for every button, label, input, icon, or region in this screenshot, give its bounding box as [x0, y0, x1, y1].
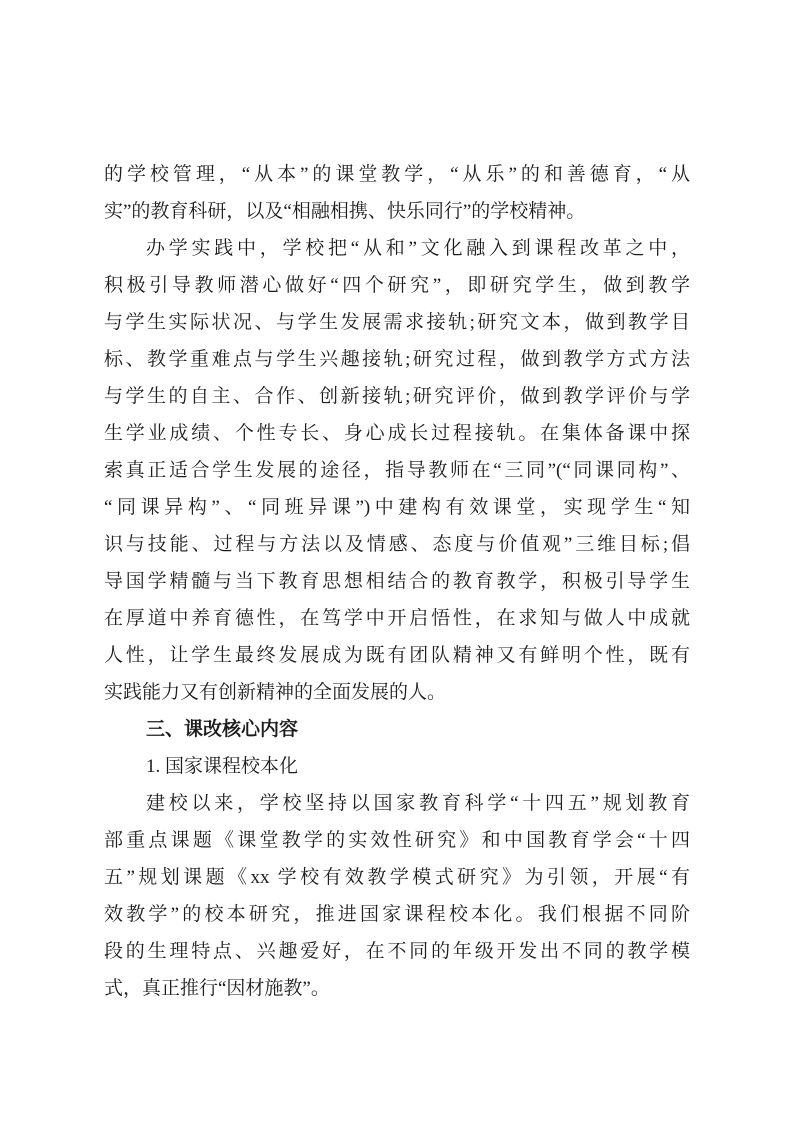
paragraph-practice [104, 230, 690, 711]
text-line: 实践能力又有创新精神的全面发展的人。 [104, 682, 447, 703]
text-line: 标、教学重难点与学生兴趣接轨;研究过程，做到教学方式方法 [104, 349, 690, 370]
numbered-subheading [104, 748, 690, 785]
text-line: 的学校管理，“从本”的课堂教学，“从乐”的和善德育，“从 [104, 164, 690, 185]
text-line: 人性，让学生最终发展成为既有团队精神又有鲜明个性，既有 [104, 645, 690, 666]
text-line: 生学业成绩、个性专长、身心成长过程接轨。在集体备课中探 [104, 423, 690, 444]
text-line: 索真正适合学生发展的途径，指导教师在“三同”(“同课同构”、 [104, 460, 690, 481]
section-heading-text: 三、课改核心内容 [146, 719, 299, 740]
section-heading [104, 711, 690, 748]
paragraph-national-curriculum [104, 785, 690, 1007]
text-line: 与学生的自主、合作、创新接轨;研究评价，做到教学评价与学 [104, 386, 690, 407]
text-line: 实”的教育科研，以及“相融相携、快乐同行”的学校精神。 [104, 201, 586, 222]
text-line: 积极引导教师潜心做好“四个研究”，即研究学生，做到教学 [104, 275, 690, 296]
text-line: 五”规划课题《xx 学校有效教学模式研究》为引领，开展“有 [104, 867, 690, 888]
text-line: 建校以来，学校坚持以国家教育科学“十四五”规划教育 [146, 793, 690, 814]
subheading-text: 1. 国家课程校本化 [146, 756, 299, 777]
text-line: “同课异构”、“同班异课”)中建构有效课堂，实现学生“知 [104, 497, 690, 518]
text-line: 在厚道中养育德性，在笃学中开启悟性，在求知与做人中成就 [104, 608, 690, 629]
text-line: 段的生理特点、兴趣爱好，在不同的年级开发出不同的教学模 [104, 941, 690, 962]
text-line: 效教学”的校本研究，推进国家课程校本化。我们根据不同阶 [104, 904, 690, 925]
text-line: 部重点课题《课堂教学的实效性研究》和中国教育学会“十四 [104, 830, 690, 851]
text-line: 与学生实际状况、与学生发展需求接轨;研究文本，做到教学目 [104, 312, 690, 333]
text-line: 识与技能、过程与方法以及情感、态度与价值观”三维目标;倡 [104, 534, 690, 555]
text-line: 导国学精髓与当下教育思想相结合的教育教学，积极引导学生 [104, 571, 690, 592]
text-line: 办学实践中，学校把“从和”文化融入到课程改革之中， [146, 238, 690, 259]
text-line: 式，真正推行“因材施教”。 [104, 978, 330, 999]
paragraph-continued [104, 156, 690, 230]
